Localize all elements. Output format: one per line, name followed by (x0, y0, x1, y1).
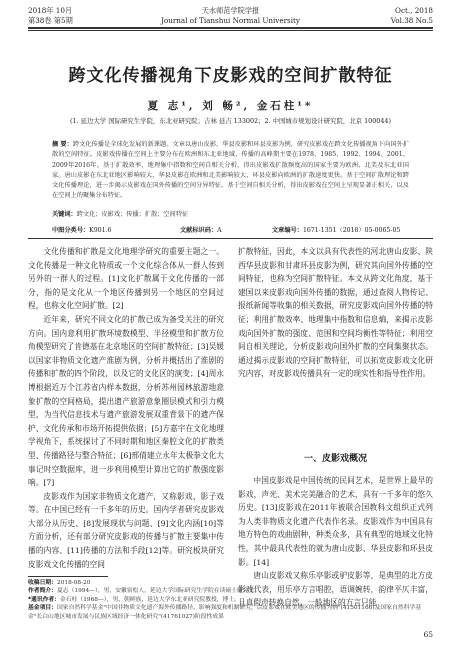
header-date-en: Oct., 2018 (395, 6, 433, 15)
body-paragraph: 唐山皮影戏又称乐亭影或驴皮影等，是典型的北方皮影戏代表，用乐亭方言唱腔，语调婉转，韵律平仄丰富，且真假声转换自然。一般地区的方言只能 (238, 571, 433, 608)
section-heading: 一、皮影戏概况 (303, 454, 367, 464)
abstract-text: 跨文化传播是全球化发展的新课题。文章以唐山皮影、华县皮影和环县皮影为例，研究皮影戏在跨文化传播视角下向国外扩散的空间特征。皮影戏传播在空间上主要分布在欧洲和东北亚地域，传播的高峰期主要在1978、1985、1992、1994、2001、2009年2016年。基于扩散效率、地理集中指数和空间自相关分析，得出皮影戏扩散频度高的国家主要为欧洲、北美及东北亚国家。唐山皮影在东北亚地区影响较大，华县皮影在欧洲和北美影响较大，环县皮影向欧洲的扩散速度更快。基于空间扩散理论和跨文化传播理论，进一步揭示皮影戏在国外传播的空间分异特征。基于空间自相关分析，得出皮影戏在空间上呈现显著正相关，以及在空间上的聚集分布特征。 (52, 141, 410, 200)
journal-name-cn: 天水师范学院学报 (201, 6, 260, 15)
body-paragraph: 近年来，研究不同文化的扩散已成为备受关注的研究方向。国内意利用扩散环境数模型、半径模型和扩散方位角模型研究了肯德基在北京地区的空间扩散特征；[3]吴媛以国家非物质文化遗产淮剧为例，分析并概括出了淮剧的传播和扩散的四个阶段，以及它的文化区的演变；[4]周永博根据近万个江苏省内样本数据，分析苏州园林旅游地意象扩散的空间格局，提出遗产旅游意象圈层模式和引力模型，为当代信息技术与遗产旅游发展双重背景下的遗产保护、文化传承和市场开拓提供依据；[5]方嘉宇在文化地理学视角下，系统探讨了不同时期和地区秦腔文化的扩散类型、传播路径与整合特征；[6]邢倩建立永年太极拳文化大事记时空数据库，进一步利用模型计算出它的扩散强度影响。[7] (28, 314, 224, 488)
footnote-funding: 基金项目：国家自然科学基金"中国非物质文化遗产海外传播路径、影响强度和机制研究，以皮影戏在欧美地区的传播为例"(41501166)及国家自然科学基金"长白山地区城市发展与民族区域经济一体化研究"(41761027)阶段性成果 (28, 605, 421, 620)
footnote-received: 收稿日期：2018-08-20 (28, 580, 91, 586)
header-volume-en: Vol.38 No.5 (390, 16, 433, 25)
page-number: 65 (423, 630, 433, 639)
footnote-corresponding: *通讯作者：金石柱（1968—），男，朝鲜族，延边大学东北亚研究院教授，博士。 (28, 596, 240, 603)
header-rule-thin (28, 30, 433, 31)
body-left-column (28, 245, 224, 571)
journal-name-en: Journal of Tianshui Normal University (161, 16, 300, 25)
header-right (391, 6, 433, 26)
keywords-label: 关键词： (52, 211, 77, 218)
clc-number: 中图分类号：K901.6 (52, 227, 112, 234)
keywords (52, 209, 409, 218)
abstract (52, 140, 409, 202)
metadata-rule (28, 238, 433, 239)
footnote-rule (28, 576, 108, 577)
body-paragraph: 扩散特征，因此，本文以具有代表性的河北唐山皮影、陕西华县皮影和甘肃环县皮影为例，研究其向国外传播的空间特征，也称为空间扩散特征。本文从跨文化角度，基于建国以来皮影戏向国外传播的数据，通过查阅人物传记、报纸新闻等收集的相关数据，研究皮影戏向国外传播的特征；利用扩散效率、地理集中指数和信息熵，来揭示皮影戏向国外扩散的强度、范围和空间均衡性等特征；利用空间自相关理论，分析皮影戏向国外扩散的空间集聚状态。通过揭示皮影戏的空间扩散特征，可以拓宽皮影戏文化研究内容，对皮影戏传播具有一定的现实性和指导性作用。 (238, 247, 433, 379)
body-right-column-top (238, 245, 433, 381)
header-volume-cn: 第38卷 第5期 (28, 16, 73, 25)
abstract-label: 摘 要： (52, 141, 73, 148)
article-metadata (52, 225, 409, 235)
document-code: 文献标识码：A (180, 227, 222, 234)
footnote-author: 作者简介：夏志（1994—），男，安徽宿松人，延边大学国际研究生学院在读硕士研究生。 (28, 588, 261, 595)
body-paragraph: 文化传播和扩散是文化地理学研究的重要主题之一。文化传播是一种文化特质或一个文化综合体从一群人传到另外的一群人的过程。[1]文化扩散属于文化传播的一部分，指的是文化从一个地区传播到另一个地区的空间过程，也称文化空间扩散。[2] (28, 247, 224, 311)
header-center (28, 6, 433, 26)
body-paragraph: 皮影戏作为国家非物质文化遗产，又称影戏、影子戏等。在中国已经有一千多年的历史。国内学者研究皮影戏大部分从历史、[8]发展现状与问题、[9]文化内涵[10]等方面分析，还有部分研究皮影戏的传播与扩散主要集中传播的内容、[11]传播的方法和手段[12]等。研究板块研究皮影戏文化传播的空间 (28, 491, 224, 569)
header-rule-thick (28, 27, 433, 29)
author-affiliation: (1. 延边大学 国际研究生学院，东北亚研究院；吉林 延吉 133002；2. 中国城市规划设计研究院，北京 100044) (69, 117, 391, 125)
keywords-text: 跨文化；皮影戏；传播；扩散；空间特征 (76, 211, 189, 218)
article-title: 跨文化传播视角下皮影戏的空间扩散特征 (68, 66, 393, 86)
body-paragraph: 中国皮影戏是中国传统的民间艺术，是世界上最早的影戏，声光、美术完美融合的艺术，具有一千多年的悠久历史。[13]皮影戏在2011年被联合国教科文组织正式列为人类非物质文化遗产代表作名录。皮影戏作为中国具有地方特色的戏曲剧种，种类众多，具有典型的地域文化特性，其中最具代表性的就为唐山皮影、华县皮影和环县皮影。[14] (238, 476, 433, 567)
article-number: 文章编号：1671-1351（2018）05-0065-05 (272, 227, 401, 234)
footnotes (28, 579, 433, 621)
header-date: 2018年 10月 (28, 6, 73, 15)
article-authors: 夏 志¹, 刘 畅², 金石柱¹* (147, 100, 314, 112)
